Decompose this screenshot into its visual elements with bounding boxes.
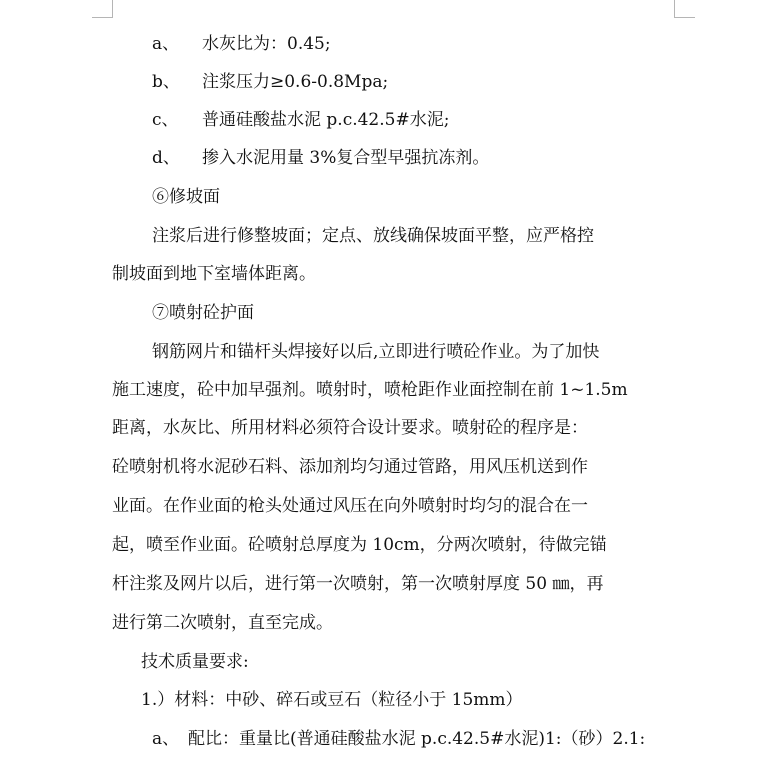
paragraph-line: 起，喷至作业面。砼喷射总厚度为 10cm，分两次喷射，待做完锚 [112,535,607,555]
paragraph-line: 砼喷射机将水泥砂石料、添加剂均匀通过管路，用风压机送到作 [112,457,588,477]
list-marker: a、 [152,34,180,54]
section-heading-7: ⑦喷射砼护面 [152,303,254,323]
page-corner-mark-left [92,0,113,18]
quality-item-1: 1.）材料：中砂、碎石或豆石（粒径小于 15mm） [141,690,523,710]
list-marker: c、 [152,110,179,130]
list-text: 配比：重量比(普通硅酸盐水泥 p.c.42.5#水泥)1:（砂）2.1: [188,729,646,749]
list-marker: a、 [152,729,180,749]
paragraph-line: 业面。在作业面的枪头处通过风压在向外喷射时均匀的混合在一 [112,496,588,516]
paragraph-line: 进行第二次喷射，直至完成。 [112,613,333,633]
list-item-a [152,33,331,55]
section-heading-6: ⑥修坡面 [152,187,220,207]
paragraph-line: 制坡面到地下室墙体距离。 [112,264,316,284]
page-corner-mark-right [674,0,695,18]
list-marker: d、 [152,148,180,168]
list-text: 掺入水泥用量 3%复合型早强抗冻剂。 [202,148,490,168]
list-item-d [152,147,489,169]
paragraph-line: 距离，水灰比、所用材料必须符合设计要求。喷射砼的程序是： [112,418,588,438]
paragraph-line: 施工速度，砼中加早强剂。喷射时，喷枪距作业面控制在前 1~1.5m [112,380,628,400]
paragraph-line: 钢筋网片和锚杆头焊接好以后,立即进行喷砼作业。为了加快 [152,342,600,362]
paragraph-line: 注浆后进行修整坡面；定点、放线确保坡面平整，应严格控 [152,226,594,246]
list-item-c [152,109,449,131]
paragraph-line: 杆注浆及网片以后，进行第一次喷射，第一次喷射厚度 50 ㎜，再 [112,574,604,594]
list-text: 注浆压力≥0.6-0.8Mpa; [202,72,389,92]
list-text: 普通硅酸盐水泥 p.c.42.5#水泥; [202,110,450,130]
quality-item-a [152,728,645,750]
list-text: 水灰比为：0.45; [202,34,331,54]
list-item-b [152,71,388,93]
list-marker: b、 [152,72,180,92]
quality-heading: 技术质量要求: [141,652,249,672]
